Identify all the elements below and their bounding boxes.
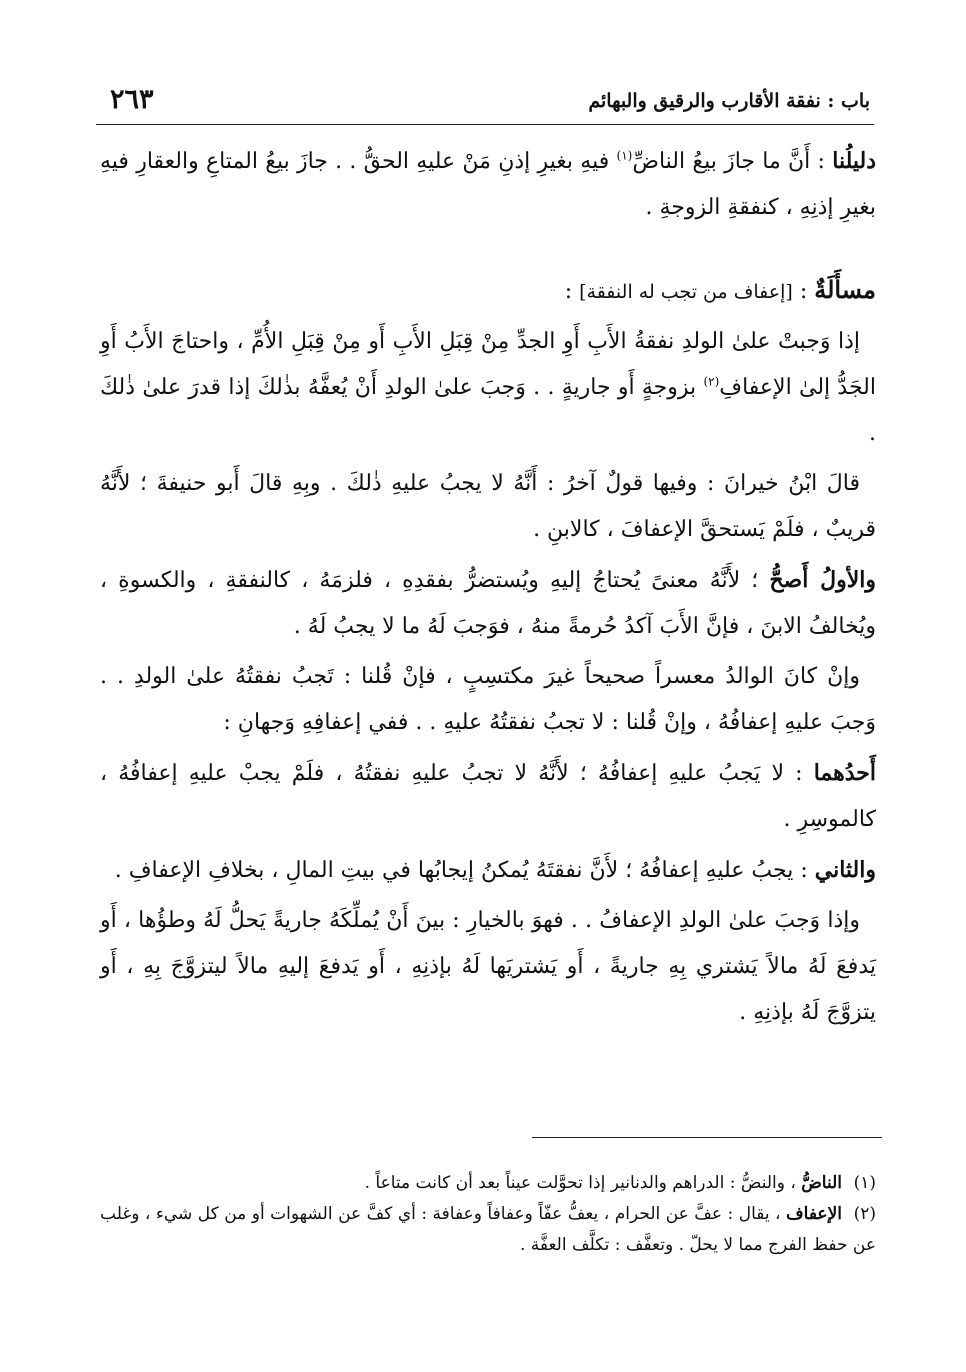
- paragraph-text: : أَنَّ ما جازَ بيعُ الناضِّ: [632, 149, 833, 174]
- footnote-number: (١): [853, 1173, 876, 1193]
- footnote-number: (٢): [853, 1204, 876, 1224]
- footnotes: [100, 1168, 876, 1261]
- heading-end: :: [564, 279, 580, 304]
- paragraph-ruling: [100, 319, 876, 457]
- paragraph-ibn-khayran: [100, 461, 876, 553]
- footnote-ref-2[interactable]: (٢): [703, 374, 720, 389]
- page-number: ٢٦٣: [110, 84, 154, 115]
- paragraph-opinion-two: [100, 847, 876, 894]
- heading-note: [إعفاف من تجب له النفقة]: [579, 281, 793, 303]
- paragraph-text: بزوجةٍ أَو جاريةٍ . . وَجبَ علىٰ الولدِ أَنْ يُعفَّهُ بذٰلكَ إذا قدرَ علىٰ ذٰلكَ .: [100, 375, 876, 446]
- paragraph-lead: أَحدُهما: [813, 760, 876, 786]
- paragraph-options: [100, 898, 876, 1036]
- footnote-1: [100, 1168, 876, 1199]
- paragraph-text: : لا يَجبُ عليهِ إعفافُهُ ؛ لأَنَّهُ لا تجبُ عليهِ نفقتُهُ ، فلَمْ يجبْ عليهِ إعفافُهُ ، كالموسِرِ .: [100, 761, 876, 832]
- footnote-term: الإعفاف: [786, 1204, 842, 1224]
- heading-topic: مسأَلَةٌ: [814, 275, 876, 304]
- paragraph-text: ؛ لأَنَّهُ معنىً يُحتاجُ إليهِ ويُستضرُّ بفقدِهِ ، فلزمَهُ ، كالنفقةِ ، والكسوةِ ، ويُخالفُ الابنَ ، فإنَّ الأَبَ آكدُ حُرمةً منهُ ، فوَجبَ لَهُ ما لا يجبُ لَهُ .: [100, 568, 876, 639]
- page-header: [96, 82, 874, 125]
- footnote-text: ، والنضُّ : الدراهم والدنانير إذا تحوَّلت عيناً بعد أن كانت متاعاً .: [364, 1173, 802, 1193]
- paragraph-lead: والثاني: [814, 857, 876, 883]
- paragraph-lead: والأولُ أَصحُّ: [769, 567, 876, 593]
- footnote-ref-1[interactable]: (١): [616, 148, 633, 163]
- paragraph-evidence: [100, 138, 876, 231]
- paragraph-opinion-one: [100, 750, 876, 843]
- heading-colon: :: [792, 279, 815, 304]
- paragraph-text: : يجبُ عليهِ إعفافُهُ ؛ لأَنَّ نفقتَهُ يُمكنُ إيجابُها في بيتِ المالِ ، بخلافِ الإعفافِ .: [114, 858, 815, 883]
- paragraph-text: وإذا وَجبَ علىٰ الولدِ الإعفافُ . . فهوَ بالخيارِ : بينَ أَنْ يُملِّكَهُ جاريةً يَحلُّ لَهُ وطؤُها ، أَو يَدفعَ لَهُ مالاً يَشتري بِهِ جاريةً ، أَو يَشتريَها لَهُ بإذنِهِ ، أَو يَدفعَ إليهِ مالاً ليتزوَّجَ بِهِ ، أَو يتزوَّجَ لَهُ بإذنِهِ .: [100, 908, 876, 1025]
- paragraph-insolvent-father: [100, 654, 876, 746]
- paragraph-lead: دليلُنا: [832, 148, 876, 174]
- section-heading: [100, 267, 876, 315]
- paragraph-text: قالَ ابْنُ خيرانَ : وفيها قولٌ آخرُ : أَنَّهُ لا يجبُ عليهِ ذٰلكَ . وبِهِ قالَ أَبو حنيفةَ ؛ لأَنَّهُ قريبٌ ، فلَمْ يَستحقَّ الإعفافَ ، كالابنِ .: [100, 471, 876, 542]
- footnote-text: ، يقال : عفَّ عن الحرام ، يعفُّ عفّاً وعفافاً وعفافة : أي كفَّ عن الشهوات أو من كل شيء ، وغلب عن حفظ الفرج مما لا يحلّ . وتعفَّف : تكلَّف العفَّة .: [100, 1204, 876, 1255]
- footnote-2: [100, 1199, 876, 1261]
- paragraph-text: وإنْ كانَ الوالدُ معسراً صحيحاً غيرَ مكتسِبٍ ، فإنْ قُلنا : تَجبُ نفقتُهُ علىٰ الولدِ . . وَجبَ عليهِ إعفافُهُ ، وإنْ قُلنا : لا تجبُ نفقتُهُ عليهِ . . ففي إعفافِهِ وَجهانِ :: [100, 664, 876, 735]
- paragraph-text: إذا وَجبتْ علىٰ الولدِ نفقةُ الأَبِ أَوِ الجدِّ مِنْ قِبَلِ الأَبِ أَو مِنْ قِبَلِ الأُمِّ ، واحتاجَ الأَبُ أَوِ الجَدُّ إلىٰ الإعفافِ: [100, 329, 876, 400]
- footnote-separator: [532, 1137, 882, 1138]
- paragraph-text: فيهِ بغيرِ إذنِ مَنْ عليهِ الحقُّ . . جازَ بيعُ المتاعِ والعقارِ فيهِ بغيرِ إذنِهِ ، كنفقةِ الزوجةِ .: [100, 149, 876, 220]
- footnote-term: الناضُّ: [801, 1173, 842, 1193]
- running-title: باب : نفقة الأقارب والرقيق والبهائم: [588, 90, 870, 112]
- main-text: [100, 138, 876, 1040]
- paragraph-first-view: [100, 557, 876, 650]
